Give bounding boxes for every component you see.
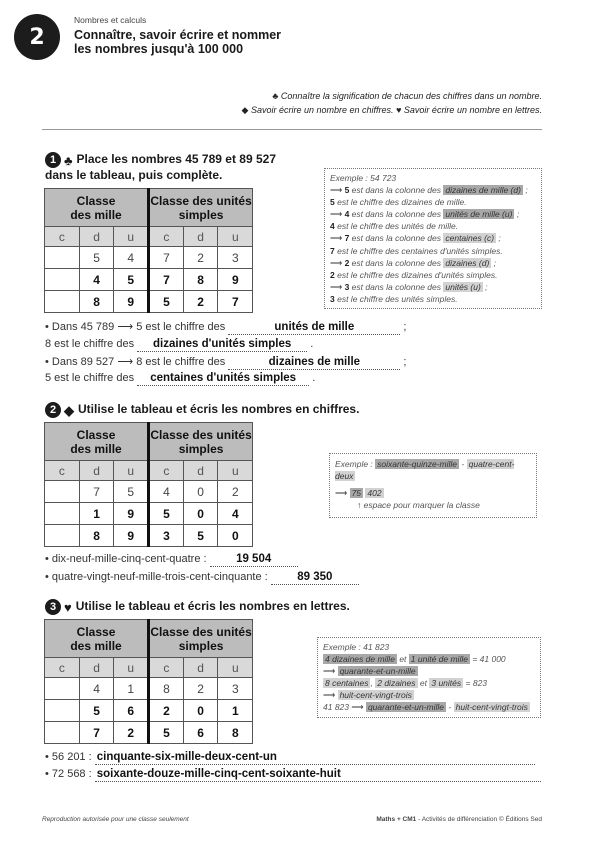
class-units-header: Classe des unités simples xyxy=(149,189,253,227)
exercise-2-example-box: Exemple : soixante-quinze-mille - quatre-cent-deux ⟶ 75 402 ↑ espace pour marquer la classe xyxy=(329,453,537,518)
title-line-1: Connaître, savoir écrire et nommer xyxy=(74,28,282,42)
col-u-units: u xyxy=(218,227,253,247)
class-thousands-header: Classe des mille xyxy=(45,620,149,658)
arrow-icon: ⟶ xyxy=(117,356,134,368)
answer-field[interactable]: 89 350 xyxy=(271,571,359,585)
heart-icon: ♥ xyxy=(396,105,402,115)
col-d-units: d xyxy=(183,227,218,247)
col-c-units: c xyxy=(149,227,184,247)
answer-field[interactable]: centaines d'unités simples xyxy=(137,372,309,386)
col-u-thousands: u xyxy=(114,227,149,247)
exercise-1-table xyxy=(44,188,253,313)
class-units-header: Classe des unités simples xyxy=(149,620,253,658)
exercise-3-question-1: • 56 201 : cinquante-six-mille-deux-cent-un xyxy=(45,751,535,765)
objective-1: ♣ Connaître la signification de chacun des chiffres dans un nombre. xyxy=(272,91,542,101)
col-c-thousands: c xyxy=(45,227,80,247)
page-title xyxy=(74,28,304,56)
club-icon: ♣ xyxy=(272,91,279,101)
class-units-header: Classe des unités simples xyxy=(149,423,253,461)
arrow-icon: ⟶ xyxy=(330,281,343,292)
arrow-icon: ⟶ xyxy=(323,666,336,677)
table-row: 1 9 5 0 4 xyxy=(45,503,253,525)
exercise-1-question-3: • Dans 89 527 ⟶ 8 est le chiffre des dizaines de mille ; xyxy=(45,356,407,368)
arrow-icon: ⟶ xyxy=(330,257,343,268)
table-row: 8 9 5 2 7 xyxy=(45,291,253,313)
diamond-icon: ◆ xyxy=(241,105,249,115)
table-row: 7 2 5 6 8 xyxy=(45,722,253,744)
col-d-thousands: d xyxy=(79,227,114,247)
table-row: 8 9 3 5 0 xyxy=(45,525,253,547)
table-row: 4 5 7 8 9 xyxy=(45,269,253,291)
up-arrow-icon: ↑ xyxy=(357,500,362,511)
objective-2: ◆ Savoir écrire un nombre en chiffres. ♥ Savoir écrire un nombre en lettres. xyxy=(241,105,542,115)
exercise-3-table: Classe des mille Classe des unités simples c d u c d u 4 1 8 2 3 5 6 2 0 1 7 2 5 6 8 xyxy=(44,619,253,744)
arrow-icon: ⟶ xyxy=(330,209,343,220)
club-icon: ♣ xyxy=(64,152,73,168)
chapter-number-badge: 2 xyxy=(14,14,60,60)
arrow-icon: ⟶ xyxy=(117,321,134,333)
header-divider xyxy=(42,129,542,130)
heart-icon: ♥ xyxy=(64,599,72,615)
class-thousands-header: Classe des mille xyxy=(45,189,149,227)
table-row: 7 5 4 0 2 xyxy=(45,481,253,503)
exercise-2-table: Classe des mille Classe des unités simples c d u c d u 7 5 4 0 2 1 9 5 0 4 8 9 3 5 0 xyxy=(44,422,253,547)
table-row: 5 6 2 0 1 xyxy=(45,700,253,722)
title-line-2: les nombres jusqu'à 100 000 xyxy=(74,42,244,56)
exercise-1-number: 1 xyxy=(45,152,61,168)
answer-field[interactable]: dizaines de mille xyxy=(228,356,400,370)
exercise-2-question-1: • dix-neuf-mille-cinq-cent-quatre : 19 504 xyxy=(45,553,298,567)
arrow-icon: ⟶ xyxy=(330,233,343,244)
exercise-2-number: 2 xyxy=(45,402,61,418)
exercise-3-question-2: • 72 568 : soixante-douze-mille-cinq-cent-soixante-huit xyxy=(45,768,541,782)
exercise-1-example-box: Exemple : 54 723 ⟶ 5 est dans la colonne des dizaines de mille (d) ; 5 est le chiffre des dizaines de mille. ⟶ 4 est dans la colonne des unités de mille (u) ; 4 est le chiffre des unités de mille. ⟶ 7 est dans la colonne des centaines (c) ; 7 est le chiffre des centaines d'unités simples. ⟶ 2 est dans la colonne des dizaines (d) ; 2 est le chiffre des dizaines d'unités simples. ⟶ 3 est dans la colonne des unités (u) ; 3 est le chiffre des unités simples. xyxy=(324,168,542,309)
exercise-1-heading: 1 ♣ Place les nombres 45 789 et 89 527 dans le tableau, puis complète. xyxy=(45,152,276,182)
table-row: 4 1 8 2 3 xyxy=(45,678,253,700)
exercise-2-question-2: • quatre-vingt-neuf-mille-trois-cent-cinquante : 89 350 xyxy=(45,571,359,585)
arrow-icon: ⟶ xyxy=(351,702,364,713)
diamond-icon: ◆ xyxy=(64,402,74,418)
answer-field[interactable]: cinquante-six-mille-deux-cent-un xyxy=(95,751,535,765)
exercise-1-question-2: 8 est le chiffre des dizaines d'unités simples . xyxy=(45,338,314,350)
exercise-3-heading: 3 ♥ Utilise le tableau et écris les nombres en lettres. xyxy=(45,599,350,615)
exercise-3-number: 3 xyxy=(45,599,61,615)
exercise-2-heading: 2 ◆ Utilise le tableau et écris les nombres en chiffres. xyxy=(45,402,359,418)
answer-field[interactable]: soixante-douze-mille-cinq-cent-soixante-huit xyxy=(95,768,541,782)
subject-label: Nombres et calculs xyxy=(74,15,147,25)
exercise-3-example-box: Exemple : 41 823 4 dizaines de mille et 1 unité de mille = 41 000 ⟶ quarante-et-un-mille 8 centaines , 2 dizaines et 3 unités = 823 ⟶ huit-cent-vingt-trois 41 823 ⟶ quarante-et-un-mille - huit-cent-vingt-trois xyxy=(317,637,541,718)
class-thousands-header: Classe des mille xyxy=(45,423,149,461)
arrow-icon: ⟶ xyxy=(330,185,343,196)
arrow-icon: ⟶ xyxy=(323,690,336,701)
answer-field[interactable]: unités de mille xyxy=(228,321,400,335)
exercise-1-question-1: • Dans 45 789 ⟶ 5 est le chiffre des unités de mille ; xyxy=(45,321,407,333)
answer-field[interactable]: 19 504 xyxy=(210,553,298,567)
exercise-1-question-4: 5 est le chiffre des centaines d'unités simples . xyxy=(45,372,316,384)
footer-copyright-note: Reproduction autorisée pour une classe seulement xyxy=(42,816,189,823)
table-row: 5 4 7 2 3 xyxy=(45,247,253,269)
arrow-icon: ⟶ xyxy=(335,488,348,499)
footer-book-info: Maths + CM1 - Activités de différenciation © Éditions Sed xyxy=(376,816,542,823)
answer-field[interactable]: dizaines d'unités simples xyxy=(137,338,307,352)
